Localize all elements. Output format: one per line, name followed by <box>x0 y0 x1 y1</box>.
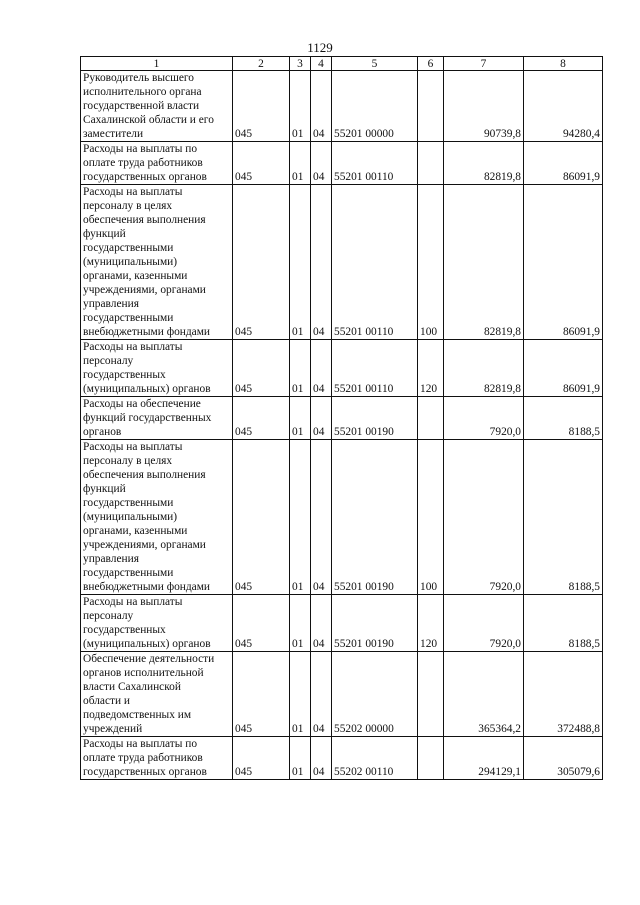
row-name-cell: Расходы на выплаты по оплате труда работников государственных органов <box>81 737 233 780</box>
subsection-cell: 04 <box>311 397 332 440</box>
amount-year2-cell: 86091,9 <box>524 340 603 397</box>
section-cell: 01 <box>290 652 311 737</box>
column-header: 5 <box>332 57 418 71</box>
target-article-cell: 55201 00190 <box>332 397 418 440</box>
expense-type-cell: 120 <box>418 595 444 652</box>
row-name-cell: Расходы на обеспечение функций государственных органов <box>81 397 233 440</box>
target-article-cell: 55201 00190 <box>332 440 418 595</box>
amount-year2-cell: 305079,6 <box>524 737 603 780</box>
section-cell: 01 <box>290 185 311 340</box>
subsection-cell: 04 <box>311 142 332 185</box>
section-cell: 01 <box>290 595 311 652</box>
column-header: 8 <box>524 57 603 71</box>
table-row <box>81 185 603 340</box>
table-header-row <box>81 57 603 71</box>
subsection-cell: 04 <box>311 71 332 142</box>
admin-code-cell: 045 <box>233 185 290 340</box>
amount-year1-cell: 82819,8 <box>444 185 524 340</box>
section-cell: 01 <box>290 440 311 595</box>
column-header: 2 <box>233 57 290 71</box>
expense-type-cell <box>418 71 444 142</box>
admin-code-cell: 045 <box>233 340 290 397</box>
table-row <box>81 652 603 737</box>
row-name-cell: Расходы на выплаты персоналу государственных (муниципальных) органов <box>81 595 233 652</box>
subsection-cell: 04 <box>311 595 332 652</box>
table-row <box>81 397 603 440</box>
admin-code-cell: 045 <box>233 737 290 780</box>
page-number: 1129 <box>307 40 333 55</box>
column-header: 4 <box>311 57 332 71</box>
amount-year2-cell: 8188,5 <box>524 440 603 595</box>
section-cell: 01 <box>290 340 311 397</box>
expense-type-cell <box>418 142 444 185</box>
table-row <box>81 440 603 595</box>
subsection-cell: 04 <box>311 652 332 737</box>
target-article-cell: 55201 00190 <box>332 595 418 652</box>
target-article-cell: 55202 00110 <box>332 737 418 780</box>
admin-code-cell: 045 <box>233 440 290 595</box>
amount-year1-cell: 90739,8 <box>444 71 524 142</box>
expense-type-cell <box>418 652 444 737</box>
amount-year2-cell: 94280,4 <box>524 71 603 142</box>
section-cell: 01 <box>290 397 311 440</box>
amount-year1-cell: 7920,0 <box>444 595 524 652</box>
table-row <box>81 142 603 185</box>
amount-year1-cell: 82819,8 <box>444 142 524 185</box>
column-header: 7 <box>444 57 524 71</box>
target-article-cell: 55201 00110 <box>332 185 418 340</box>
section-cell: 01 <box>290 737 311 780</box>
section-cell: 01 <box>290 71 311 142</box>
row-name-cell: Расходы на выплаты персоналу в целях обеспечения выполнения функций государственными (муниципальными) органами, казенными учреждениями, органами управления государственными внебюджетными фондами <box>81 185 233 340</box>
table-row <box>81 737 603 780</box>
subsection-cell: 04 <box>311 340 332 397</box>
column-header: 1 <box>81 57 233 71</box>
row-name-cell: Расходы на выплаты персоналу в целях обеспечения выполнения функций государственными (муниципальными) органами, казенными учреждениями, органами управления государственными внебюджетными фондами <box>81 440 233 595</box>
amount-year2-cell: 8188,5 <box>524 595 603 652</box>
amount-year1-cell: 82819,8 <box>444 340 524 397</box>
amount-year1-cell: 7920,0 <box>444 440 524 595</box>
column-header: 6 <box>418 57 444 71</box>
row-name-cell: Обеспечение деятельности органов исполнительной власти Сахалинской области и подведомственных им учреждений <box>81 652 233 737</box>
table-row <box>81 595 603 652</box>
expense-type-cell: 120 <box>418 340 444 397</box>
subsection-cell: 04 <box>311 440 332 595</box>
amount-year2-cell: 8188,5 <box>524 397 603 440</box>
expense-type-cell <box>418 397 444 440</box>
admin-code-cell: 045 <box>233 142 290 185</box>
subsection-cell: 04 <box>311 185 332 340</box>
expense-type-cell <box>418 737 444 780</box>
table-row <box>81 340 603 397</box>
target-article-cell: 55201 00110 <box>332 340 418 397</box>
amount-year1-cell: 294129,1 <box>444 737 524 780</box>
table-row <box>81 71 603 142</box>
amount-year2-cell: 86091,9 <box>524 142 603 185</box>
target-article-cell: 55201 00110 <box>332 142 418 185</box>
row-name-cell: Расходы на выплаты персоналу государственных (муниципальных) органов <box>81 340 233 397</box>
section-cell: 01 <box>290 142 311 185</box>
target-article-cell: 55202 00000 <box>332 652 418 737</box>
admin-code-cell: 045 <box>233 397 290 440</box>
amount-year1-cell: 7920,0 <box>444 397 524 440</box>
admin-code-cell: 045 <box>233 652 290 737</box>
expense-type-cell: 100 <box>418 185 444 340</box>
admin-code-cell: 045 <box>233 71 290 142</box>
row-name-cell: Расходы на выплаты по оплате труда работников государственных органов <box>81 142 233 185</box>
expense-type-cell: 100 <box>418 440 444 595</box>
budget-table <box>80 56 603 780</box>
amount-year2-cell: 372488,8 <box>524 652 603 737</box>
column-header: 3 <box>290 57 311 71</box>
target-article-cell: 55201 00000 <box>332 71 418 142</box>
admin-code-cell: 045 <box>233 595 290 652</box>
amount-year1-cell: 365364,2 <box>444 652 524 737</box>
amount-year2-cell: 86091,9 <box>524 185 603 340</box>
subsection-cell: 04 <box>311 737 332 780</box>
row-name-cell: Руководитель высшего исполнительного органа государственной власти Сахалинской области и его заместители <box>81 71 233 142</box>
